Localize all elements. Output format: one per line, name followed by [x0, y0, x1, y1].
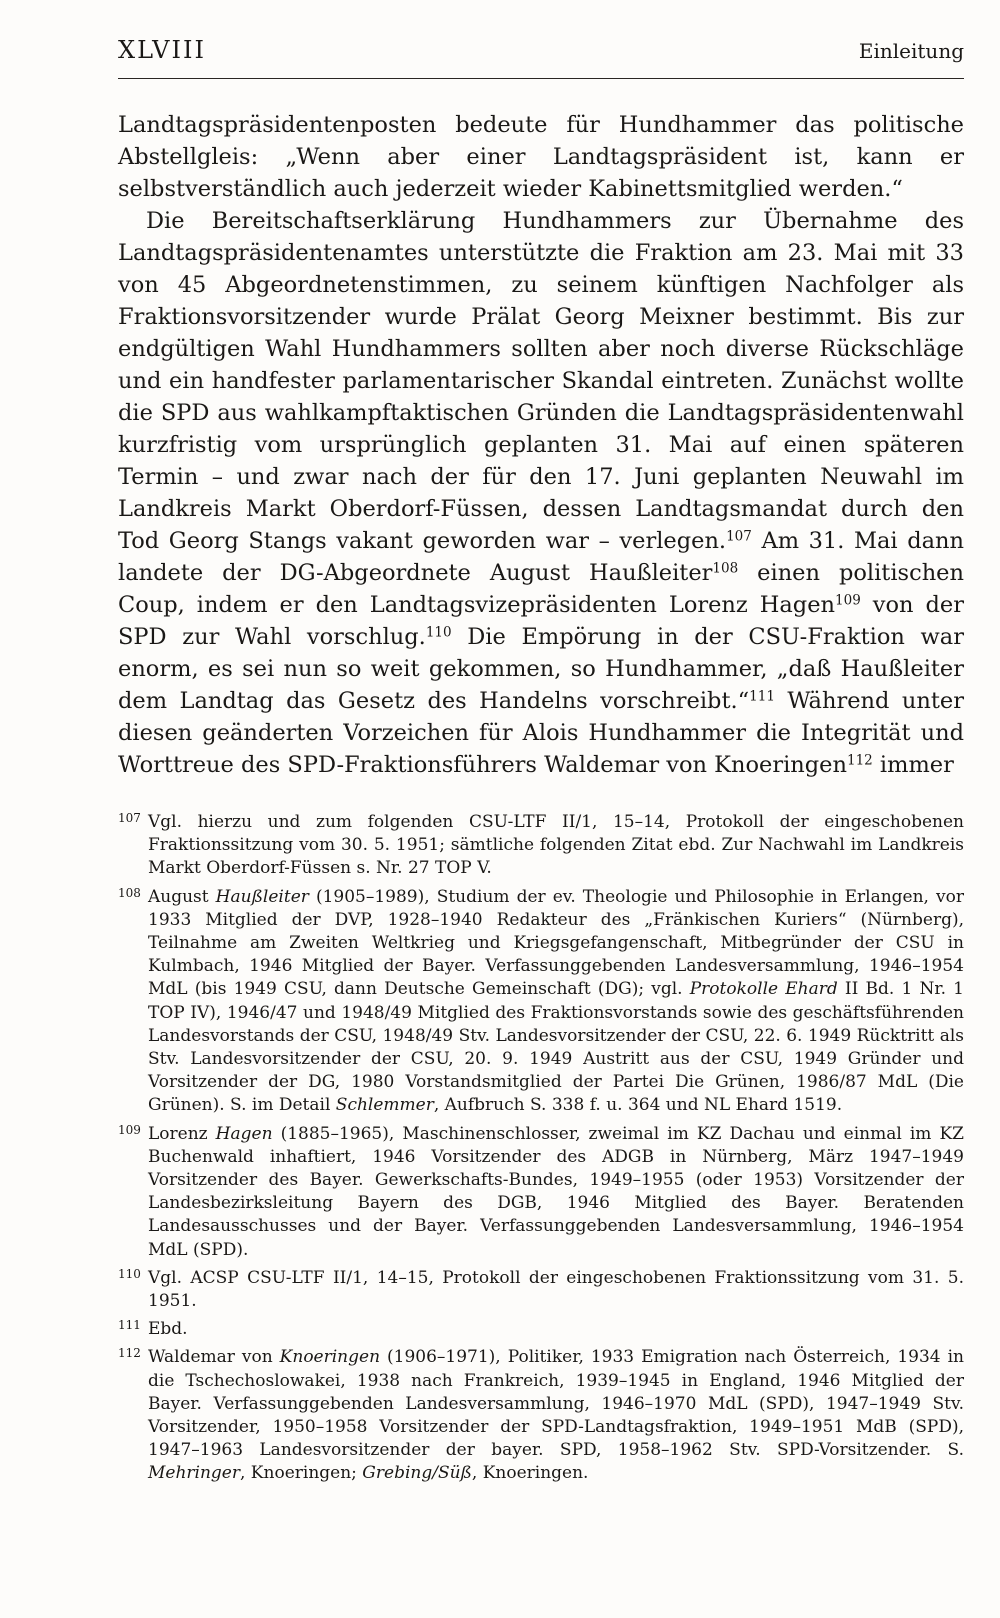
footnote-number: 110 — [118, 1266, 141, 1281]
footnote-112 — [118, 1346, 964, 1485]
footnote-text: (1885–1965), Maschinenschlosser, zweimal im KZ Dachau und einmal im KZ Buchenwald inhaftiert, 1946 Vorsitzender des ADGB in Nürnberg, März 1947–1949 Vorsitzender des Bayer. Gewerkschafts-Bundes, 1949–1955 (oder 1953) Vorsitzender der Landesbezirksleitung Bayern des DGB, 1946 Mitglied des Bayer. Beratenden Landesausschusses und der Bayer. Verfassunggebenden Landesversammlung, 1946–1954 MdL (SPD). — [148, 1123, 964, 1260]
footnote-number: 107 — [118, 811, 141, 825]
cited-author: Mehringer — [148, 1463, 240, 1484]
footnote-110 — [118, 1267, 964, 1313]
footnote-number: 112 — [118, 1346, 141, 1361]
page-number: XLVIII — [118, 36, 206, 64]
footnote-108 — [118, 886, 964, 1118]
footnote-text: August — [148, 886, 216, 907]
footnote-text: , Knoeringen. — [471, 1463, 589, 1484]
cited-work: Protokolle Ehard — [689, 979, 838, 1000]
footnote-ref-110[interactable]: 110 — [425, 624, 452, 641]
footnote-text: (1905–1989), Studium der ev. Theologie und Philosophie in Erlangen, vor 1933 Mitglied der DVP, 1928–1940 Redakteur des „Fränkischen Kuriers“ (Nürnberg), Teilnahme am Zweiten Weltkrieg und Kriegsgefangenschaft, Mitbegründer der CSU in Kulmbach, 1946 Mitglied der Bayer. Verfassunggebenden Landesversammlung, 1946–1954 MdL (bis 1949 CSU, dann Deutsche Gemeinschaft (DG); vgl. — [148, 886, 964, 1000]
text-segment: immer — [872, 752, 954, 778]
footnote-text: Vgl. hierzu und zum folgenden CSU-LTF II/1, 15–14, Protokoll der eingeschobenen Fraktionssitzung vom 30. 5. 1951; sämtliche folgenden Zitat ebd. Zur Nachwahl im Landkreis Markt Oberdorf-Füssen s. Nr. 27 TOP V. — [148, 812, 964, 879]
text-segment: Während unter diesen geänderten Vorzeichen für Alois Hundhammer die Integrität und Worttreue des SPD-Fraktionsführers Waldemar von Knoeringen — [118, 688, 964, 778]
person-name: Knoeringen — [279, 1347, 381, 1368]
cited-author: Grebing/Süß — [362, 1463, 472, 1484]
cited-author: Schlemmer — [335, 1095, 434, 1116]
footnote-text: Lorenz — [148, 1123, 216, 1144]
footnote-ref-109[interactable]: 109 — [835, 592, 861, 609]
footnote-number: 111 — [118, 1318, 141, 1333]
person-name: Hagen — [215, 1123, 273, 1144]
footnote-ref-111[interactable]: 111 — [749, 688, 775, 705]
footnote-number: 109 — [118, 1122, 141, 1137]
footnote-text: Vgl. ACSP CSU-LTF II/1, 14–15, Protokoll der eingeschobenen Fraktionssitzung vom 31. 5. 1951. — [148, 1267, 964, 1312]
footnote-text: , Aufbruch S. 338 f. u. 364 und NL Ehard 1519. — [433, 1095, 843, 1116]
paragraph-1: Landtagspräsidentenposten bedeute für Hundhammer das politische Abstellgleis: „Wenn aber einer Landtagspräsident ist, kann er selbstverständlich auch jederzeit wieder Kabinettsmitglied werden.“ — [118, 112, 964, 202]
footnote-text: (1906–1971), Politiker, 1933 Emigration nach Österreich, 1934 in die Tschechoslowakei, 1938 nach Frankreich, 1939–1945 in England, 1946 Mitglied der Bayer. Verfassunggebenden Landesversammlung, 1946–1970 MdL (SPD), 1947–1949 Stv. Vorsitzender, 1950–1958 Vorsitzender der SPD-Landtagsfraktion, 1949–1951 MdB (SPD), 1947–1963 Landesvorsitzender der bayer. SPD, 1958–1962 Stv. SPD-Vorsitzender. S. — [148, 1347, 964, 1461]
footnote-text: II Bd. 1 Nr. 1 TOP IV), 1946/47 und 1948/49 Mitglied des Fraktionsvorstands sowie des geschäftsführenden Landesvorstands der CSU, 1948/49 Stv. Landesvorsitzender der CSU, 22. 6. 1949 Rücktritt als Stv. Landesvorsitzender der CSU, 20. 9. 1949 Austritt aus der CSU, 1949 Gründer und Vorsitzender der DG, 1980 Vorstandsmitglied der Partei Die Grünen, 1986/87 MdL (Die Grünen). S. im Detail — [148, 979, 964, 1116]
text-segment: von der SPD zur Wahl vorschlug. — [118, 592, 964, 650]
footnote-text: Waldemar von — [148, 1347, 280, 1368]
person-name: Haußleiter — [215, 886, 309, 907]
footnote-text: , Knoeringen; — [240, 1463, 363, 1484]
paragraph-2 — [118, 205, 964, 781]
footnote-ref-112[interactable]: 112 — [847, 752, 873, 769]
text-segment: Am 31. Mai dann landete der DG-Abgeordnete August Haußleiter — [118, 528, 964, 586]
footnote-text: Ebd. — [148, 1319, 188, 1340]
main-text — [118, 109, 964, 781]
footnote-ref-108[interactable]: 108 — [712, 560, 739, 577]
header-rule — [118, 78, 964, 79]
footnote-111 — [118, 1318, 964, 1341]
footnotes — [118, 811, 964, 1486]
book-page — [118, 36, 964, 1491]
text-segment: Die Empörung in der CSU-Fraktion war enorm, es sei nun so weit gekommen, so Hundhammer, „daß Haußleiter dem Landtag das Gesetz des Handelns vorschreibt.“ — [118, 624, 964, 714]
footnote-number: 108 — [118, 885, 141, 900]
text-segment: Die Bereitschaftserklärung Hundhammers zur Übernahme des Landtagspräsidentenamtes unterstützte die Fraktion am 23. Mai mit 33 von 45 Abgeordnetenstimmen, zu seinem künftigen Nachfolger als Fraktionsvorsitzender wurde Prälat Georg Meixner bestimmt. Bis zur endgültigen Wahl Hundhammers sollten aber noch diverse Rückschläge und ein handfester parlamentarischer Skandal eintreten. Zunächst wollte die SPD aus wahlkampftaktischen Gründen die Landtagspräsidentenwahl kurzfristig vom ursprünglich geplanten 31. Mai auf einen späteren Termin – und zwar nach der für den 17. Juni geplanten Neuwahl im Landkreis Markt Oberdorf-Füssen, dessen Landtagsmandat durch den Tod Georg Stangs vakant geworden war – verlegen. — [118, 208, 964, 554]
footnote-ref-107[interactable]: 107 — [726, 528, 752, 545]
footnote-109 — [118, 1123, 964, 1262]
running-head — [118, 36, 964, 76]
footnote-107 — [118, 811, 964, 881]
text-segment: einen politischen Coup, indem er den Landtagsvizepräsidenten Lorenz Hagen — [118, 560, 964, 618]
section-title: Einleitung — [858, 39, 964, 63]
